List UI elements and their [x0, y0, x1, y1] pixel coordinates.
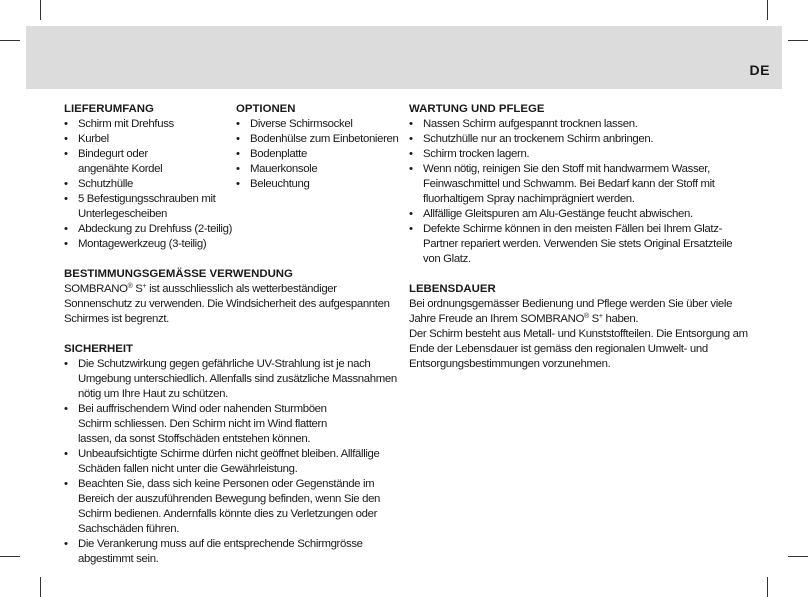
- crop-mark: [788, 556, 808, 557]
- list-item: • Wenn nötig, reinigen Sie den Stoff mit handwarmem Wasser, Feinwaschmittel und Schwamm. Bei Bedarf kann der Stoff mit fluorhaltigem Spray nachimprägniert werden.: [409, 162, 749, 207]
- lebensdauer-text-2: Der Schirm besteht aus Metall- und Kunststoffteilen. Die Entsorgung am Ende der Lebensdauer ist gemäss den regionalen Umwelt- und Entsorgungsbestimmungen vorzunehmen.: [409, 328, 748, 370]
- trademark-symbol: ®: [127, 283, 133, 290]
- header-band: [26, 26, 782, 89]
- list-item: • Diverse Schirmsockel: [236, 117, 406, 132]
- list-item: • Schirm mit Drehfuss: [64, 117, 234, 132]
- crop-mark: [767, 0, 768, 20]
- list-item: • Schutzhülle nur an trockenem Schirm anbringen.: [409, 132, 749, 147]
- list-item: • Bodenplatte: [236, 147, 406, 162]
- list-item: • Die Verankerung muss auf die entsprechende Schirmgrösse abgestimmt sein.: [64, 537, 398, 567]
- lebensdauer-heading: LEBENSDAUER: [409, 283, 496, 295]
- crop-mark: [767, 577, 768, 597]
- crop-mark: [40, 0, 41, 20]
- brand-name: SOMBRANO: [64, 283, 128, 295]
- bestimmung-heading: BESTIMMUNGSGEMÄSSE VERWENDUNG: [64, 268, 293, 280]
- lieferumfang-list: [64, 117, 234, 252]
- list-item: • Beleuchtung: [236, 177, 406, 192]
- model-name: S: [135, 283, 143, 295]
- optionen-heading: OPTIONEN: [236, 103, 296, 115]
- sicherheit-list: [64, 357, 398, 567]
- brand-name: SOMBRANO: [520, 313, 584, 325]
- bestimmung-body: ist ausschliesslich als wetterbeständiger Sonnenschutz zu verwenden. Die Windsicherheit des aufgespannten Schirmes ist begrenzt.: [64, 283, 390, 325]
- lieferumfang-heading: LIEFERUMFANG: [64, 103, 154, 115]
- list-item: • Nassen Schirm aufgespannt trocknen lassen.: [409, 117, 749, 132]
- sicherheit-heading: SICHERHEIT: [64, 343, 133, 355]
- list-item: • Abdeckung zu Drehfuss (2-teilig): [64, 222, 234, 237]
- list-item: • Bei auffrischendem Wind oder nahenden Sturmböen Schirm schliessen. Den Schirm nicht im Wind flattern lassen, da sonst Stoffschäden entstehen können.: [64, 402, 358, 447]
- list-item: • Allfällige Gleitspuren am Alu-Gestänge feucht abwischen.: [409, 207, 749, 222]
- list-item: • Kurbel: [64, 132, 234, 147]
- model-superscript: +: [598, 313, 603, 320]
- crop-mark: [0, 40, 20, 41]
- bestimmung-text: [64, 282, 404, 327]
- options-column: [236, 102, 406, 192]
- wartung-list: [409, 117, 749, 267]
- lebensdauer-text-1: Bei ordnungsgemässer Bedienung und Pflege werden Sie über viele Jahre Freude an Ihrem SOMBRANO® S+ haben.: [409, 298, 733, 325]
- crop-mark: [788, 40, 808, 41]
- list-item: • Schutzhülle: [64, 177, 234, 192]
- crop-mark: [40, 577, 41, 597]
- model-name: S: [591, 313, 599, 325]
- list-item: • Unbeaufsichtigte Schirme dürfen nicht geöffnet bleiben. Allfällige Schäden fallen nicht unter die Gewährleistung.: [64, 447, 398, 477]
- right-column: [409, 102, 749, 372]
- list-item: • Defekte Schirme können in den meisten Fällen bei Ihrem Glatz-Partner repariert werden. Verwenden Sie stets Original Ersatzteile von Glatz.: [409, 222, 749, 267]
- list-item: • Bodenhülse zum Einbetonieren: [236, 132, 406, 147]
- crop-mark: [0, 556, 20, 557]
- list-item: • Schirm trocken lagern.: [409, 147, 749, 162]
- model-superscript: +: [142, 283, 147, 290]
- list-item: • Montagewerkzeug (3-teilig): [64, 237, 234, 252]
- list-item: • Beachten Sie, dass sich keine Personen oder Gegenstände im Bereich der auszuführenden Bewegung befinden, wenn Sie den Schirm bedienen. Andernfalls könnte dies zu Verletzungen oder Sachschäden führen.: [64, 477, 398, 537]
- list-item: • Bindegurt oder angenähte Kordel: [64, 147, 178, 177]
- list-item: • Mauerkonsole: [236, 162, 406, 177]
- list-item: • 5 Befestigungsschrauben mit Unterlegescheiben: [64, 192, 218, 222]
- trademark-symbol: ®: [584, 313, 589, 320]
- optionen-list: [236, 117, 406, 192]
- language-tab: DE: [749, 62, 770, 78]
- list-item: • Die Schutzwirkung gegen gefährliche UV-Strahlung ist je nach Umgebung unterschiedlich. Allenfalls sind zusätzliche Massnahmen nötig um Ihre Haut zu schützen.: [64, 357, 398, 402]
- wartung-heading: WARTUNG UND PFLEGE: [409, 103, 545, 115]
